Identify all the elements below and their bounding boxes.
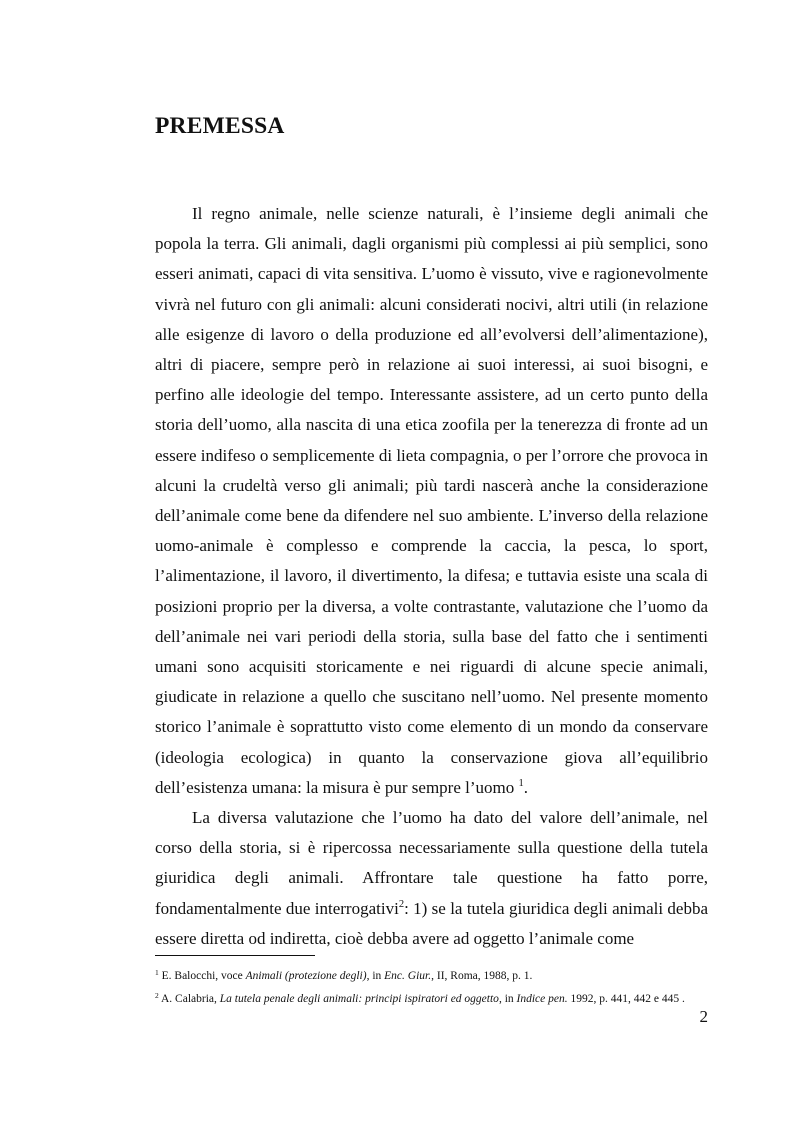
footnote-1-details: , II, Roma, 1988, p. 1. bbox=[431, 970, 533, 982]
chapter-title: PREMESSA bbox=[155, 113, 285, 139]
paragraph-2-text-after: : 1) se la tutela giuridica degli animali debba essere diretta od indiretta, cioè debba avere ad oggetto l’animale come bbox=[155, 898, 709, 948]
footnote-1-connector: , in bbox=[366, 970, 385, 982]
footnote-2-connector: , in bbox=[498, 993, 517, 1005]
paragraph-1-text: Il regno animale, nelle scienze naturali, è l’insieme degli animali che popola la terra. Gli animali, dagli organismi più complessi ai più semplici, sono esseri animati, capaci di vita sensitiva. L’uomo è vissuto, vive e ragionevolmente vivrà nel futuro con gli animali: alcuni considerati nocivi, altri utili (in relazione alle esigenze di lavoro o della produzione ed all’evolversi dell’alimentazione), altri di piacere, sempre però in relazione ai suoi interessi, ai suoi bisogni, e perfino alle ideologie del tempo. Interessante assistere, ad un certo punto della storia dell’uomo, alla nascita di una etica zoofila per la tenerezza di fronte ad un essere indifeso o semplicemente di lieta compagnia, o per l’orrore che provoca in alcuni la crudeltà verso gli animali; più tardi nascerà anche la considerazione dell’animale come bene da difendere nel suo ambiente. L’inverso della relazione uomo-animale è complesso e comprende la caccia, la pesca, lo sport, l’alimentazione, il lavoro, il divertimento, la difesa; e tuttavia esiste una scala di posizioni proprio per la diversa, a volte contrastante, valutazione che l’uomo da dell’animale nei vari periodi della storia, sulla base del fatto che i sentimenti umani sono acquisiti storicamente e nei riguardi di alcune specie animali, giudicate in relazione a quello che suscitano nell’uomo. Nel presente momento storico l’animale è soprattutto visto come elemento di un mondo da conservare (ideologia ecologica) in quanto la conservazione giova all’equilibrio dell’esistenza umana: la misura è pur sempre l’uomo bbox=[155, 204, 708, 797]
footnote-2-details: 1992, p. 441, 442 e 445 . bbox=[567, 993, 685, 1005]
page-number: 2 bbox=[699, 1007, 708, 1026]
footnote-2-author: A. Calabria, bbox=[158, 993, 220, 1005]
footnote-2 bbox=[155, 988, 708, 1011]
footnotes bbox=[155, 965, 708, 1011]
footnote-2-number: 2 bbox=[155, 991, 159, 1000]
paragraph-2-text-before: La diversa valutazione che l’uomo ha dato del valore dell’animale, nel corso della storia, si è ripercossa necessariamente sulla questione della tutela giuridica degli animali. Affrontare tale questione ha fatto porre, fondamentalmente due interrogativi bbox=[155, 808, 708, 918]
body-text bbox=[155, 199, 708, 954]
footnote-divider bbox=[155, 955, 315, 956]
footnote-2-source: Indice pen. bbox=[516, 993, 568, 1005]
footnote-2-work-title: La tutela penale degli animali: principi ispiratori ed oggetto bbox=[219, 993, 499, 1005]
paragraph-1 bbox=[155, 199, 708, 803]
footnote-ref-2[interactable]: 2 bbox=[398, 898, 405, 910]
paragraph-1-end: . bbox=[523, 777, 528, 797]
footnote-1-number: 1 bbox=[155, 968, 159, 977]
footnote-ref-1[interactable]: 1 bbox=[518, 777, 524, 789]
footnote-1-source: Enc. Giur. bbox=[384, 970, 432, 982]
footnote-1-author: E. Balocchi, voce bbox=[158, 970, 246, 982]
paragraph-2 bbox=[155, 803, 708, 954]
footnote-1 bbox=[155, 965, 708, 988]
footnote-1-entry-title: Animali (protezione degli) bbox=[245, 970, 367, 982]
